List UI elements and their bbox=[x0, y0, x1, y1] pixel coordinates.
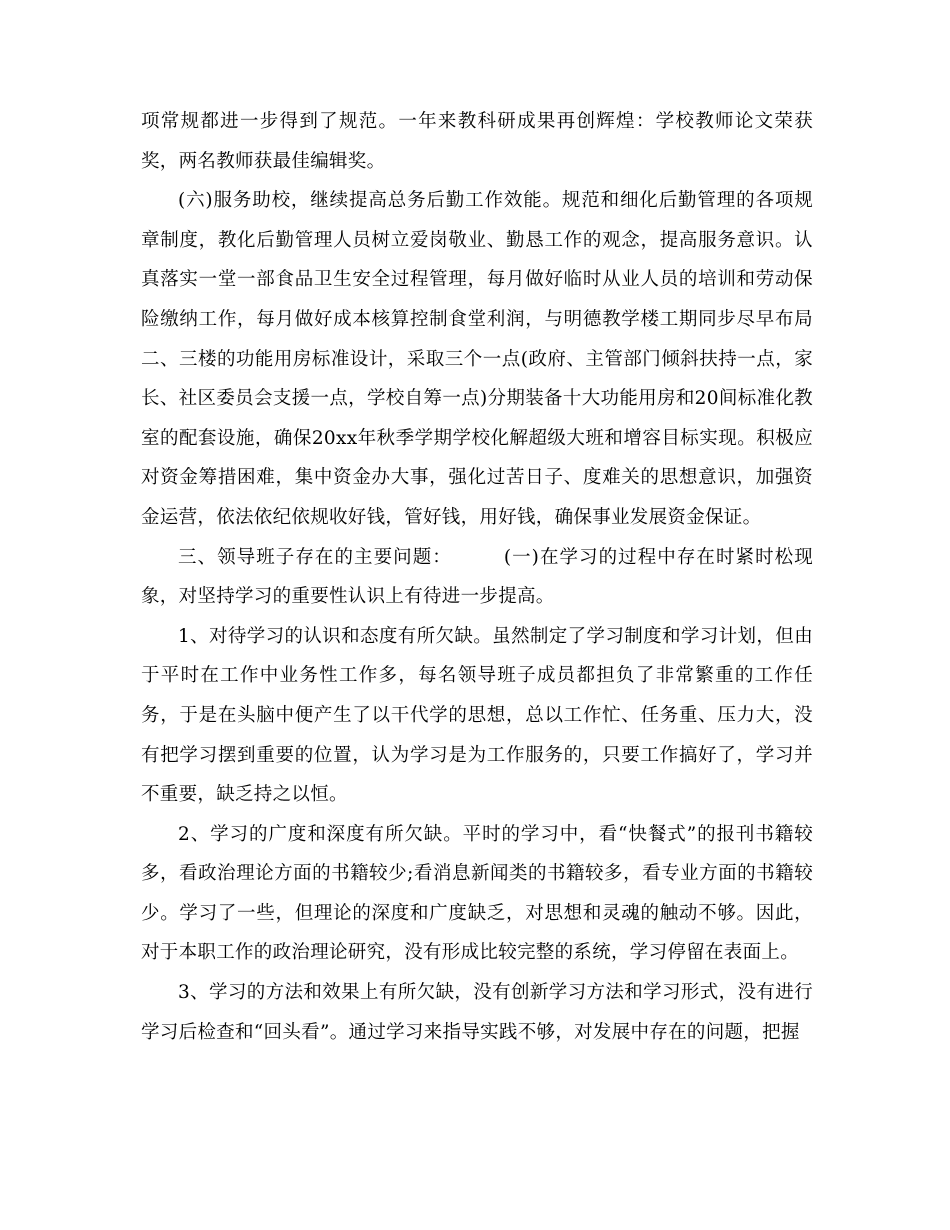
paragraph-continuation: 项常规都进一步得到了规范。一年来教科研成果再创辉煌：学校教师论文荣获奖，两名教师获最佳编辑奖。 bbox=[141, 111, 813, 172]
paragraph-logistics-services: (六)服务助校，继续提高总务后勤工作效能。规范和细化后勤管理的各项规章制度，教化后勤管理人员树立爱岗敬业、勤恳工作的观念，提高服务意识。认真落实一堂一部食品卫生安全过程管理，每月做好临时从业人员的培训和劳动保险缴纳工作，每月做好成本核算控制食堂利润，与明德教学楼工期同步尽早布局二、三楼的功能用房标准设计，采取三个一点(政府、主管部门倾斜扶持一点，家长、社区委员会支援一点，学校自筹一点)分期装备十大功能用房和20间标准化教室的配套设施，确保20xx年秋季学期学校化解超级大班和增容目标实现。积极应对资金筹措困难，集中资金办大事，强化过苦日子、度难关的思想意识，加强资金运营，依法依纪依规收好钱，管好钱，用好钱，确保事业发展资金保证。 bbox=[141, 190, 813, 528]
paragraph-item-3: 3、学习的方法和效果上有所欠缺，没有创新学习方法和学习形式，没有进行学习后检查和“回头看”。通过学习来指导实践不够，对发展中存在的问题，把握 bbox=[141, 982, 813, 1043]
section-body: (一)在学习的过程中存在时紧时松现象，对坚持学习的重要性认识上有待进一步提高。 bbox=[141, 546, 813, 608]
document-page bbox=[141, 102, 813, 1052]
section-heading: 三、领导班子存在的主要问题： bbox=[178, 546, 452, 568]
paragraph-section-three bbox=[141, 538, 813, 617]
paragraph-item-2: 2、学习的广度和深度有所欠缺。平时的学习中，看“快餐式”的报刊书籍较多，看政治理论方面的书籍较少;看消息新闻类的书籍较多，看专业方面的书籍较少。学习了一些，但理论的深度和广度缺乏，对思想和灵魂的触动不够。因此，对于本职工作的政治理论研究，没有形成比较完整的系统，学习停留在表面上。 bbox=[141, 823, 813, 964]
paragraph-item-1: 1、对待学习的认识和态度有所欠缺。虽然制定了学习制度和学习计划，但由于平时在工作中业务性工作多，每名领导班子成员都担负了非常繁重的工作任务，于是在头脑中便产生了以干代学的思想，总以工作忙、任务重、压力大，没有把学习摆到重要的位置，认为学习是为工作服务的，只要工作搞好了，学习并不重要，缺乏持之以恒。 bbox=[141, 625, 813, 806]
